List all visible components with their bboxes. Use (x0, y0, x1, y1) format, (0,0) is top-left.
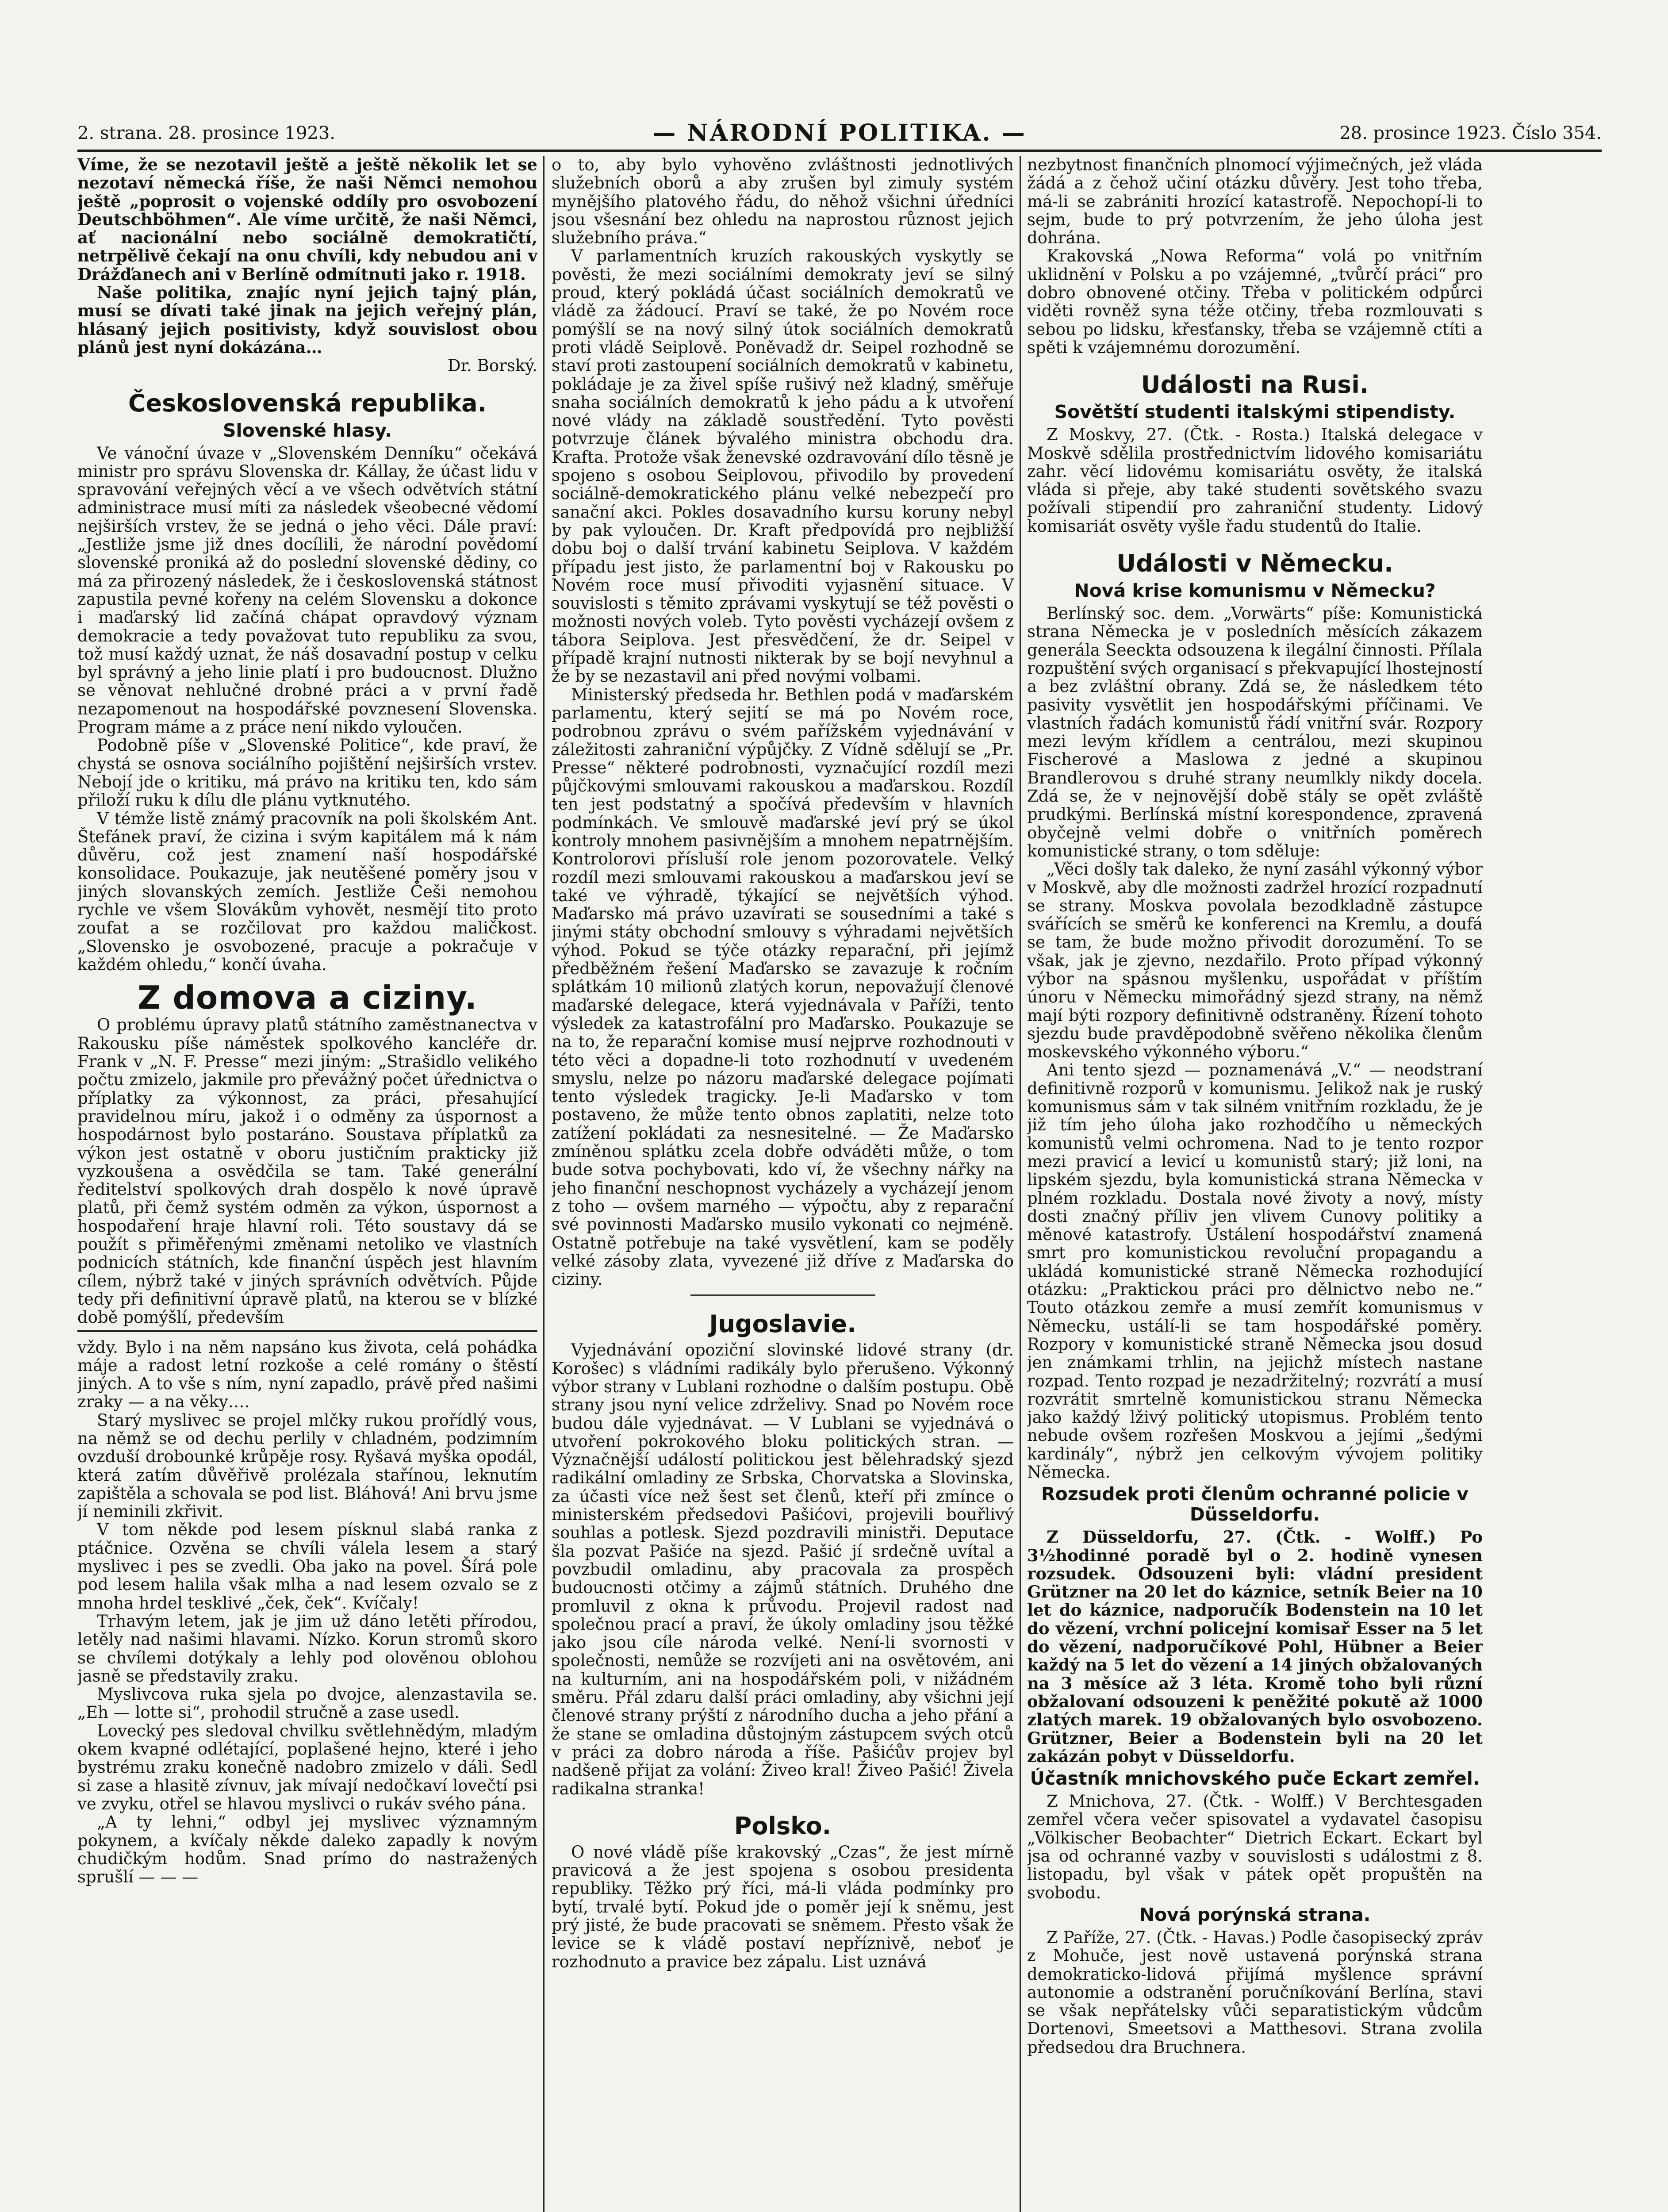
article-paragraph: Krakovská „Nowa Reforma“ volá po vnitřním uklidnění v Polsku a po vzájemné, „tvůrčí práci“ pro dobro obnovené otčiny. Třeba v politickém odpůrci viděti rovněž syna téže otčiny, třeba rozmlouvati s sebou po lidsku, křesťansky, třeba se vzájemně ctíti a spěti k vzájemnému dorozumění. (1027, 246, 1483, 357)
feuilleton-paragraph: vždy. Bylo i na něm napsáno kus života, celá pohádka máje a radost letní rozkoše a celé romány o štěstí jiných. A to vše s ním, nyní zapadlo, právě před našimi zraky — a na věky…. (77, 1337, 537, 1412)
section-heading-czechoslovakia: Československá republika. (128, 389, 487, 417)
author-signature: Dr. Borský. (447, 356, 537, 376)
article-paragraph: Vyjednávání opoziční slovinské lidové strany (dr. Korošec) s vládními radikály bylo přerušeno. Výkonný výbor strany v Lublani rozhodne o dalším postupu. Obě strany jsou nyní velice zdrželivy. Snad po Novém roce budou dále vyjednávat. — V Lublani se vyjednává o utvoření pokrokového bloku politických stran. — Význačnější událostí politickou jest bělehradský sjezd radikální omladiny ze Srbska, Chorvatska a Slovinska, za účasti více než šest set členů, kteří při zmínce o ministerském předsedovi Pašićovi, projevili bouřlivý souhlas a potlesk. Sjezd pozdravili ministři. Deputace šla pozvat Pašiće na sjezd. Pašić jí srdečně uvítal a povzbudil omladinu, aby pracovala za prospěch budoucnosti otčimy a zájmů státních. Druhého dne promluvil z okna k průvodu. Projevil radost nad společnou prací a praví, že úkoly omladiny jsou těžké jako jsou cíle národa velké. Není-li svornosti v společnosti, nemůže se rozvíjeti ani na osvětovém, ani na kulturním, ani na hospodářském poli, v nižádném směru. Přál zdaru další práci omladiny, aby všichni její členové strany prýští z národního ducha a jeho přání a že stane se omladina důstojným zástupcem svých otců v práci za dobro národa a říše. Pašićův projev byl nadšeně přijat za volání: Živeo kral! Živeo Pašić! Živela radikalna stranka! (552, 1340, 1014, 1798)
feuilleton-paragraph: Starý myslivec se projel mlčky rukou prořídlý vous, na němž se od dechu perlily v chladném, podzimním ovzduší drobounké krůpěje rosy. Ryšavá myška opodál, která zatím důvěřivě prolézala stařínou, leknutím zapištěla a schovala se pod list. Bláhová! Ani brvu jsme jí neminili zkřivit. (77, 1410, 537, 1521)
article-paragraph: Naše politika, znajíc nyní jejich tajný plán, musí se dívati také jinak na jejich veřejný plán, hlásaný jejich positivisty, když souvislost obou plánů jest nyní dokázána… (77, 283, 537, 357)
column-middle (552, 156, 1014, 2212)
column-divider (1020, 156, 1021, 2212)
article-paragraph: O problému úpravy platů státního zaměstnanectva v Rakousku píše náměstek spolkového kancléře dr. Frank v „N. F. Presse“ mezi jiným: „Strašidlo velikého počtu zmizelo, jakmile pro převážný počet úřednictva o příplatky za výkonnost, za práci, přesahující pravidelnou míru, jakož i o odměny za úspornost a hospodárnost bylo postaráno. Soustava příplatků za výkon jest ostatně v oboru justičním prakticky již vyzkoušena a osvědčila se tam. Také generální ředitelství spolkových drah dospělo k nové úpravě platů, při čemž systém odměn za výkon, úspornost a hospodaření hraje hlavní roli. Této soustavy dá se použít s přiměřenými změnami netoliko ve vlastních podnicích státních, kde finanční úspěch jest hlavním cílem, nýbrž také v jiných správních odvětvích. Půjde tedy při definitivní úpravě platů, na kterou se v blízké době pomýšlí, především (77, 1015, 537, 1327)
masthead-title: — NÁRODNÍ POLITIKA. — (652, 119, 1027, 146)
article-paragraph: V témže listě známý pracovník na poli školském Ant. Štefánek praví, že cizina i svým kapitálem má k nám důvěru, což jest znamení naší hospodářské konsolidace. Poukazuje, jak neutěšené poměry jsou v jiných slovanských zemích. Jestliže Češi nemohou rychle ve všem Slovákům vyhovět, nesmějí tito proto zoufat a se rozčilovat pro každou maličkost. „Slovensko je osvobozené, pracuje a pokračuje v každém ohledu,“ končí úvaha. (77, 809, 537, 974)
feuilleton-rule (77, 1330, 537, 1332)
subheading-eckart-died: Účastník mnichovského puče Eckart zemřel. (1030, 1768, 1480, 1790)
subheading-communism-crisis: Nová krise komunismu v Německu? (1074, 580, 1436, 602)
article-paragraph: Z Moskvy, 27. (Čtk. - Rosta.) Italská delegace v Moskvě sdělila prostřednictvím lidového komisariátu zahr. věcí lidovému komisariátu osvěty, že italská vláda si přeje, aby také studenti sovětského svazu požívali stipendií pro zahraniční studenty. Lidový komisariát osvěty vyšle řadu studentů do Italie. (1027, 425, 1483, 536)
article-paragraph: nezbytnost finančních plnomocí výjimečných, jež vláda žádá a z čehož učiní otázku důvěry. Jest toho třeba, má-li se zabrániti hrozící katastrofě. Nepochopí-li to sejm, bude to prý potvrzením, že jeho úloha jest dohrána. (1027, 156, 1483, 248)
column-divider (543, 156, 544, 2212)
column-right (1027, 156, 1483, 2212)
section-heading-russia: Události na Rusi. (1141, 371, 1369, 399)
subheading-soviet-students: Sovětští studenti italskými stipendisty. (1054, 401, 1456, 423)
feuilleton-paragraph: Myslivcova ruka sjela po dvojce, alenzastavila se. „Eh — lotte si“, prohodil stručně a zase usedl. (77, 1685, 537, 1722)
feuilleton-paragraph: V tom někde pod lesem písknul slabá ranka z ptáčnice. Ozvěna se chvíli válela lesem a starý myslivec i pes se zvedli. Oba jako na povel. Šírá pole pod lesem halila však mlha a nad lesem ozvalo se z mnoha hrdel tesklivé „ček, ček“. Kvíčaly! (77, 1520, 537, 1613)
article-paragraph: Víme, že se nezotavil ještě a ještě několik let se nezotaví německá říše, že naši Němci nemohou ještě „poprosit o vojenské oddíly pro osvobození Deutschböhmen“. Ale víme určitě, že naši Němci, ať nacionální nebo sociálně demokratičtí, netrpělivě čekají na onu chvíli, kdy nebudou ani v Drážďanech ani v Berlíně odmítnuti jako r. 1918. (77, 156, 537, 284)
subheading-dusseldorf-verdict: Rozsudek proti členům ochranné policie v Düsseldorfu. (1041, 1483, 1469, 1525)
feuilleton-paragraph: „A ty lehni,“ odbyl jej myslivec významným pokynem, a kvíčaly někde daleko zapadly k novým chudičkým hodům. Snad prímo do nastražených sprušlí — — — (77, 1813, 537, 1887)
section-heading-germany: Události v Německu. (1116, 549, 1393, 578)
separator-rule (690, 1294, 875, 1296)
article-paragraph: Ani tento sjezd — poznamenává „V.“ — neodstraní definitivně rozporů v komunismu. Jelikož nak je ruský komunismus sám v tak silném vnitřním rozkladu, že je již tím jeho úloha jako rozhodčího u německých komunistů velmi ochromena. Nad to je tento rozpor mezi pravicí a levicí u komunistů starý; již loni, na lipském sjezdu, byla komunistická strana Německa v plném rozkladu. Dostala nové životy a nový, místy dosti značný příliv jen vlivem Cunovy politiky a měnové katastrofy. Ustálení hospodářství znamená smrt pro komunistickou revoluční propagandu a ukládá komunistické straně Německa rozhodující otázku: „Praktickou práci pro dělnictvo nebo ne.“ Touto otázkou zemře a musí zemřít komunismus v Německu, ustálí-li se tam hospodářské poměry. Rozpory v komunistické straně Německa jsou dosud jen známkami trhlin, na jejichž místech nastane rozpad. Tento rozpad je nezadržitelný; rozvrátí a musí rozvrátit smrtelně komunistickou stranu Německa jako každý lživý politický utopismus. Problém tento nebude ovšem rozřešen Moskvou a jejími „šedými kardinály“, nýbrž jen celkovým vývojem politiky Německa. (1027, 1060, 1483, 1482)
article-paragraph: Podobně píše v „Slovenské Politice“, kde praví, že chystá se osnova sociálního pojištění nejširších vrstev. Nebojí jde o kritiku, má právo na kritiku ten, kdo sám přiloží ruku k dílu dle plánu vytknutého. (77, 736, 537, 810)
column-left (77, 156, 537, 2212)
article-paragraph: O nové vládě píše krakovský „Czas“, že jest mírně pravicová a že jest spojena s osobou presidenta republiky. Těžko prý říci, má-li vláda podmínky pro bytí, trvalé bytí. Pokud jde o poměr její k sněmu, jest prý jisté, že bude pracovati se sněmem. Přesto však že levice se k vládě postaví nepříznivě, neboť je rozhodnuto a pravice bez zápalu. List uznává (552, 1842, 1014, 1971)
header-issue-right: 28. prosince 1923. Číslo 354. (1339, 123, 1602, 143)
article-paragraph: Z Paříže, 27. (Čtk. - Havas.) Podle časopisecký zpráv z Mohuče, jest nově ustavená porýnská strana demokraticko-lidová přijímá myšlence správní autonomie a odstranění poručníkování Berlína, stavi se však nepřátelsky vůči separatistickým vůdcům Dortenovi, Smeetsovi a Matthesovi. Strana zvolila předsedou dra Bruchnera. (1027, 1928, 1483, 2057)
article-paragraph: V parlamentních kruzích rakouských vyskytly se pověsti, že mezi sociálními demokraty jeví se silný proud, který pokládá účast sociálních demokratů ve vládě za žádoucí. Praví se také, že po Novém roce pomýšlí se na nový silný útok sociálních demokratů proti vládě Seiplově. Poněvadž dr. Seipel rozhodně se staví proti zastoupení sociálních demokratů v kabinetu, pokládaje je za živel spíše rušivý než kladný, směřuje snaha sociálních demokratů k jeho pádu a k utvoření nové vlády na základě soustředění. Tyto pověsti potvrzuje článek bývalého ministra obchodu dra. Krafta. Protože však ženevské ozdravování dílo těsně je spojeno s osobou Seiplovou, přivodilo by provedení sociálně-demokratického plánu velké nebezpečí pro sanační akci. Pokles dosavadního kursu koruny nebyl by pak vyloučen. Dr. Kraft předpovídá pro nejbližší dobu boj o další trvání kabinetu Seiplova. V každém případu jest jisto, že parlamentní boj v Rakousku po Novém roce musí přivoditi vyjasnění situace. V souvislosti s těmito zprávami vyskytují se též pověsti o možnosti nových voleb. Tyto pověsti vycházejí ovšem z tábora Seiplova. Jest přesvědčení, že dr. Seipel v případě krajní nutnosti nikterak by se bojí nevyhnul a že by se nezastavil ani před novými volbami. (552, 246, 1014, 686)
section-heading-yugoslavia: Jugoslavie. (709, 1310, 856, 1338)
article-paragraph: Berlínský soc. dem. „Vorwärts“ píše: Komunistická strana Německa je v posledních měsících zákazem generála Seeckta odsouzena k ilegální činnosti. Přílala rozpuštění svých organisací s překvapující lhostejností a bez zvláštní obrany. Zdá se, že následkem této pasivity vysvětlit jen hospodářskými příčinami. Ve vlastních řadách komunistů řádí vnitřní svár. Rozpory mezi levým křídlem a centrálou, mezi skupinou Fischerové a Maslowa z jedné a skupinou Brandlerovou s druhé strany neumlkly nikdy docela. Zdá se, že v nejnovější době stály se opět zvláště prudkými. Berlínská místní korespondence, zpravená obyčejně velmi dobře o vnitřních poměrech komunistické strany, o tom sděluje: (1027, 604, 1483, 860)
feuilleton-paragraph: Lovecký pes sledoval chvilku světlehnědým, mladým okem kvapné odlétající, poplašené hejno, které i jeho bystrému zraku konečně nadobro zmizelo v dáli. Sedl si zase a hlasitě zívnuv, jak mívají nedočkaví lovečtí psi ve zvyku, otřel se hlavou myslivci o rukáv svého pána. (77, 1721, 537, 1813)
section-heading-poland: Polsko. (734, 1812, 832, 1840)
article-paragraph: „Věci došly tak daleko, že nyní zasáhl výkonný výbor v Moskvě, aby dle možnosti zadržel hrozící rozpadnutí se strany. Moskva povolala bezodkladně zástupce svářících se směrů ke konferenci na Kremlu, a doufá se tam, že bude možno přivodit dorozumění. To se však, jak je zjevno, nezdařilo. Proto případ výkonný výbor na spásnou myšlenku, uspořádat v příštím únoru v Německu mimořádný sjezd strany, na němž mají býti rozpory definitivně odstraněny. Řízení tohoto sjezdu bude pravděpodobně svěřeno několika členům moskevského výkonného výboru.“ (1027, 860, 1483, 1062)
article-paragraph: Ve vánoční úvaze v „Slovenském Denníku“ očekává ministr pro správu Slovenska dr. Kállay, že účast lidu v spravování veřejných věcí a ve všech odvětvích státní administrace musí míti za následek všeobecné vědomí nejširších vrstev, že se jedná o jeho věci. Dále praví: „Jestliže jsme již dnes docílili, že národní povědomí slovenské proniká až do poslední slovenské dědiny, co má za přirozený následek, že i československá státnost zapustila pevné kořeny na celém Slovensku a dokonce i maďarský lid začíná chápat opravdový význam demokracie a tedy považovat tuto republiku za svou, tož musí každý uznat, že náš dosavadní postup v celku byl správný a jeho linie platí i pro budoucnost. Dlužno se věnovat nehlučné drobné práci a v první řadě nezapomenout na hospodářské povznesení Slovenska. Program máme a z práce není nikdo vyloučen. (77, 443, 537, 737)
article-paragraph: Ministerský předseda hr. Bethlen podá v maďarském parlamentu, který sejití se má po Novém roce, podrobnou zprávu o svém pařížském vyjednávání v záležitosti zahraniční výpůjčky. Z Vídně sdělují se „Pr. Presse“ některé podrobnosti, vyznačující rozdíl mezi půjčkovými smlouvami rakouskou a maďarskou. Rozdíl ten jest podstatný a spočívá především v hlavních podmínkách. Ve smlouvě maďarské jeví prý se úkol kontroly mnohem pasivnějším a mnohem nepatrnějším. Kontrolorovi přísluší role jenom pozorovatele. Velký rozdíl mezi smlouvami rakouskou a maďarskou jeví se také ve výhradě, týkající se největších výhod. Maďarsko má právo uzavírati se sousedními a také s jinými státy obchodní smlouvy s výhradami největších výhod. Pokud se týče otázky reparační, při jejímž předběžném řešení Maďarsko se zavazuje k ročním splátkám 10 milionů zlatých korun, nepovažují členové maďarské delegace, která vyjednávala v Paříži, tento výsledek za katastrofální pro Maďarsko. Poukazuje se na to, že reparační komise musí nejprve rozhodnouti v této věci a dopadne-li toto rozhodnutí v uvedeném smyslu, nelze po názoru maďarské delegace pojímati tento výsledek tragicky. Je-li Maďarsko v tom postaveno, že může tento obnos zaplatiti, nelze toto zatížení pokládati za nesnesitelné. — Že Maďarsko zmíněnou splátku zcela dobře odváděti může, o tom bude sotva pochybovati, kdo ví, že všechny nářky na jeho finanční neschopnost vycházely a vycházejí jenom z toho — ovšem marného — výpočtu, aby z reparační své povinnosti Maďarsko musilo vykonati co nejméně. Ostatně potřebuje na také vysvětlení, kam se poděly velké zásoby zlata, vyvezené již dříve z Maďarska do ciziny. (552, 685, 1014, 1289)
article-paragraph: o to, aby bylo vyhověno zvláštnosti jednotlivých služebních oborů a aby zrušen byl zimuly systém mynějšího platového řádu, do něhož všichni úředníci jsou všesnání bez ohledu na naprostou různost jejich služebního práva.“ (552, 156, 1014, 248)
section-heading-home-abroad: Z domova a ciziny. (138, 979, 477, 1017)
feuilleton-paragraph: Trhavým letem, jak je jim už dáno letěti přírodou, letěly nad našimi hlavami. Nízko. Korun stromů skoro se chvílemi dotýkaly a lehly pod olověnou oblohou jasně se představily zraku. (77, 1611, 537, 1686)
subheading-rhineland-party: Nová porýnská strana. (1139, 1904, 1371, 1925)
header-rule (77, 150, 1602, 152)
header-date-left: 2. strana. 28. prosince 1923. (77, 123, 336, 143)
article-paragraph: Z Düsseldorfu, 27. (Čtk. - Wolff.) Po 3½hodinné poradě byl o 2. hodině vynesen rozsudek. Odsouzeni byli: vládní president Grützner na 20 let do káznice, setník Beier na 10 let do káznice, nadporučík Bodenstein na 10 let do vězení, vrchní policejní komisař Esser na 5 let do vězení, nadporučíkové Pohl, Hübner a Beier každý na 5 let do vězení a 14 jiných obžalovaných na 3 měsíce až 3 léta. Kromě toho byli různí obžalovaní odsouzeni k peněžité pokutě až 1000 zlatých marek. 19 obžalovaných bylo osvobozeno. Grützner, Beier a Bodenstein byli na 20 let zakázán pobyt v Düsseldorfu. (1027, 1527, 1483, 1766)
page-header (77, 116, 1602, 147)
article-paragraph: Z Mnichova, 27. (Čtk. - Wolff.) V Berchtesgaden zemřel včera večer spisovatel a vydavatel časopisu „Völkischer Beobachter“ Dietrich Eckart. Eckart byl jsa od ochranné vazby v souvislosti s událostmi z 8. listopadu, byl však v pátek opět propuštěn na svobodu. (1027, 1792, 1483, 1902)
subheading-slovak-voices: Slovenské hlasy. (223, 419, 392, 441)
